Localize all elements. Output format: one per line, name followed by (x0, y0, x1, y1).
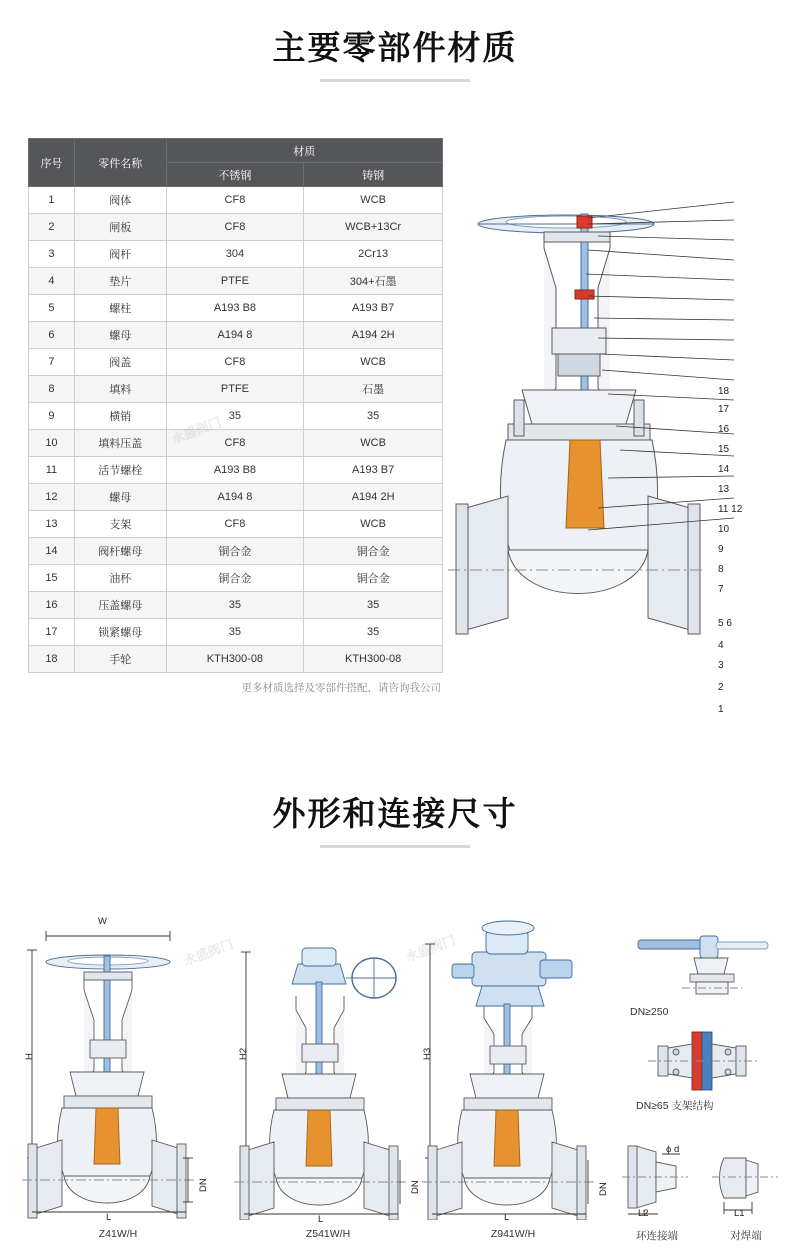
cell-cast: WCB (304, 511, 443, 538)
z541-svg (228, 920, 428, 1220)
table-row (29, 187, 443, 214)
cell-no: 6 (29, 322, 75, 349)
cell-part: 阀杆螺母 (74, 538, 166, 565)
table-row (29, 403, 443, 430)
callout-11-12: 11 12 (718, 504, 743, 515)
cell-part: 填料 (74, 376, 166, 403)
cell-no: 7 (29, 349, 75, 376)
outline-drawing-z41 (18, 916, 218, 1223)
callout-13: 13 (718, 484, 730, 495)
drawing-caption-z941: Z941W/H (490, 1228, 536, 1240)
callout-17: 17 (718, 404, 730, 415)
detail-drawing-ring-joint (622, 1140, 692, 1220)
table-row (29, 457, 443, 484)
title-divider-2 (320, 845, 470, 848)
column-header-no: 序号 (29, 139, 75, 187)
cell-part: 阀盖 (74, 349, 166, 376)
cell-part: 手轮 (74, 646, 166, 673)
dn65-svg (638, 1028, 778, 1098)
table-body (29, 187, 443, 673)
cell-cast: A194 2H (304, 484, 443, 511)
cell-cast: A193 B7 (304, 295, 443, 322)
cell-stainless: PTFE (166, 376, 304, 403)
dim-w-label: W (98, 916, 107, 927)
cell-stainless: CF8 (166, 430, 304, 457)
cell-no: 1 (29, 187, 75, 214)
callout-5-6: 5 6 (718, 618, 732, 629)
callout-9: 9 (718, 544, 724, 555)
table-row (29, 268, 443, 295)
table-row (29, 592, 443, 619)
table-row (29, 646, 443, 673)
table-row (29, 484, 443, 511)
cell-part: 螺母 (74, 322, 166, 349)
cell-part: 阀体 (74, 187, 166, 214)
callout-10: 10 (718, 524, 730, 535)
watermark-text-2: 永盛阀门 (181, 936, 236, 969)
cell-part: 横销 (74, 403, 166, 430)
cell-stainless: A194 8 (166, 484, 304, 511)
detail-caption-dn65: DN≥65 支架结构 (636, 1100, 714, 1112)
table-row (29, 214, 443, 241)
dim-l2-label: L2 (638, 1208, 649, 1219)
cell-stainless: 铜合金 (166, 565, 304, 592)
detail-caption-ring-joint: 环连接端 (636, 1230, 678, 1242)
table-row (29, 376, 443, 403)
cell-cast: WCB (304, 187, 443, 214)
cell-cast: A193 B7 (304, 457, 443, 484)
z941-svg (408, 910, 618, 1220)
cell-no: 11 (29, 457, 75, 484)
cell-no: 18 (29, 646, 75, 673)
table-row (29, 619, 443, 646)
cell-no: 13 (29, 511, 75, 538)
cell-part: 螺母 (74, 484, 166, 511)
ring-joint-svg (622, 1140, 692, 1220)
cell-part: 阀杆 (74, 241, 166, 268)
dim-phi-d-label: ϕ d (666, 1144, 680, 1155)
cell-no: 16 (29, 592, 75, 619)
cell-stainless: A194 8 (166, 322, 304, 349)
table-row (29, 322, 443, 349)
callout-7: 7 (718, 584, 724, 595)
callout-18: 18 (718, 386, 730, 397)
cell-cast: 35 (304, 592, 443, 619)
callout-15: 15 (718, 444, 730, 455)
dimensions-section-heading (0, 788, 790, 848)
cell-cast: WCB (304, 430, 443, 457)
cell-stainless: PTFE (166, 268, 304, 295)
cell-cast: 铜合金 (304, 565, 443, 592)
dn250-svg (630, 928, 780, 1008)
callout-8: 8 (718, 564, 724, 575)
cell-no: 3 (29, 241, 75, 268)
materials-section-heading (0, 22, 790, 82)
materials-table-note: 更多材质选择及零部件搭配，请咨询我公司 (241, 682, 441, 694)
cell-no: 17 (29, 619, 75, 646)
dim-l-label-2: L (318, 1214, 324, 1225)
dim-h2-label: H2 (238, 1047, 249, 1060)
callout-2: 2 (718, 682, 724, 693)
detail-caption-butt-weld: 对焊端 (730, 1230, 762, 1242)
z41-svg (18, 920, 218, 1220)
table-head-row-1 (29, 139, 443, 163)
materials-table-wrapper (28, 138, 443, 695)
section-title-dimensions: 外形和连接尺寸 (272, 794, 518, 833)
watermark-text-3: 永盛阀门 (403, 932, 458, 965)
table-row (29, 430, 443, 457)
table-row (29, 538, 443, 565)
cell-no: 8 (29, 376, 75, 403)
dim-dn-label-3: DN (598, 1182, 609, 1196)
cell-no: 14 (29, 538, 75, 565)
cell-stainless: A193 B8 (166, 295, 304, 322)
cell-no: 5 (29, 295, 75, 322)
dim-l-label-3: L (504, 1212, 510, 1223)
cell-no: 15 (29, 565, 75, 592)
cell-part: 支架 (74, 511, 166, 538)
cell-stainless: 35 (166, 592, 304, 619)
table-row (29, 295, 443, 322)
cell-no: 2 (29, 214, 75, 241)
dim-l-label: L (106, 1212, 112, 1223)
detail-drawing-dn250 (630, 928, 780, 1008)
column-header-cast: 铸钢 (304, 163, 443, 187)
cell-no: 4 (29, 268, 75, 295)
table-row (29, 565, 443, 592)
detail-drawing-butt-weld (712, 1140, 782, 1220)
cell-stainless: 铜合金 (166, 538, 304, 565)
table-row (29, 349, 443, 376)
dim-l1-label: L1 (734, 1208, 745, 1219)
valve-cutaway-drawing (448, 178, 778, 715)
table-row (29, 511, 443, 538)
column-header-material: 材质 (166, 139, 442, 163)
cell-cast: 35 (304, 403, 443, 430)
column-header-stainless: 不锈钢 (166, 163, 304, 187)
outline-drawing-z941 (408, 910, 618, 1223)
cell-cast: 石墨 (304, 376, 443, 403)
cell-cast: 35 (304, 619, 443, 646)
cell-stainless: 304 (166, 241, 304, 268)
cell-stainless: KTH300-08 (166, 646, 304, 673)
callout-1: 1 (718, 704, 724, 715)
callout-3: 3 (718, 660, 724, 671)
butt-weld-svg (712, 1140, 782, 1220)
callout-14: 14 (718, 464, 730, 475)
callout-16: 16 (718, 424, 730, 435)
cell-stainless: CF8 (166, 511, 304, 538)
cell-cast: A194 2H (304, 322, 443, 349)
cell-stainless: CF8 (166, 349, 304, 376)
cell-part: 压盖螺母 (74, 592, 166, 619)
materials-table (28, 138, 443, 673)
cell-stainless: 35 (166, 619, 304, 646)
cell-no: 10 (29, 430, 75, 457)
cell-stainless: A193 B8 (166, 457, 304, 484)
page-title: 主要零部件材质 (272, 28, 518, 67)
dim-dn-label: DN (198, 1178, 209, 1192)
drawing-caption-z41: Z41W/H (98, 1228, 138, 1240)
outline-drawing-z541 (228, 920, 428, 1225)
cell-part: 垫片 (74, 268, 166, 295)
cell-part: 锁紧螺母 (74, 619, 166, 646)
cell-no: 9 (29, 403, 75, 430)
cell-cast: 铜合金 (304, 538, 443, 565)
cell-part: 填料压盖 (74, 430, 166, 457)
table-row (29, 241, 443, 268)
title-divider (320, 79, 470, 82)
dim-h-label: H (24, 1053, 35, 1060)
cell-cast: 2Cr13 (304, 241, 443, 268)
table-head (29, 139, 443, 187)
cell-cast: WCB (304, 349, 443, 376)
detail-drawing-dn65 (638, 1028, 778, 1098)
dim-h3-label: H3 (422, 1047, 433, 1060)
drawing-caption-z541: Z541W/H (305, 1228, 351, 1240)
cell-no: 12 (29, 484, 75, 511)
cell-cast: 304+石墨 (304, 268, 443, 295)
dim-dn-label-2: DN (410, 1180, 421, 1194)
column-header-part: 零件名称 (74, 139, 166, 187)
cell-stainless: CF8 (166, 214, 304, 241)
cell-part: 螺柱 (74, 295, 166, 322)
callout-4: 4 (718, 640, 724, 651)
detail-caption-dn250: DN≥250 (630, 1006, 669, 1018)
cell-part: 活节螺栓 (74, 457, 166, 484)
cell-cast: WCB+13Cr (304, 214, 443, 241)
cell-stainless: CF8 (166, 187, 304, 214)
cell-part: 油杯 (74, 565, 166, 592)
cell-cast: KTH300-08 (304, 646, 443, 673)
cell-part: 闸板 (74, 214, 166, 241)
cell-stainless: 35 (166, 403, 304, 430)
